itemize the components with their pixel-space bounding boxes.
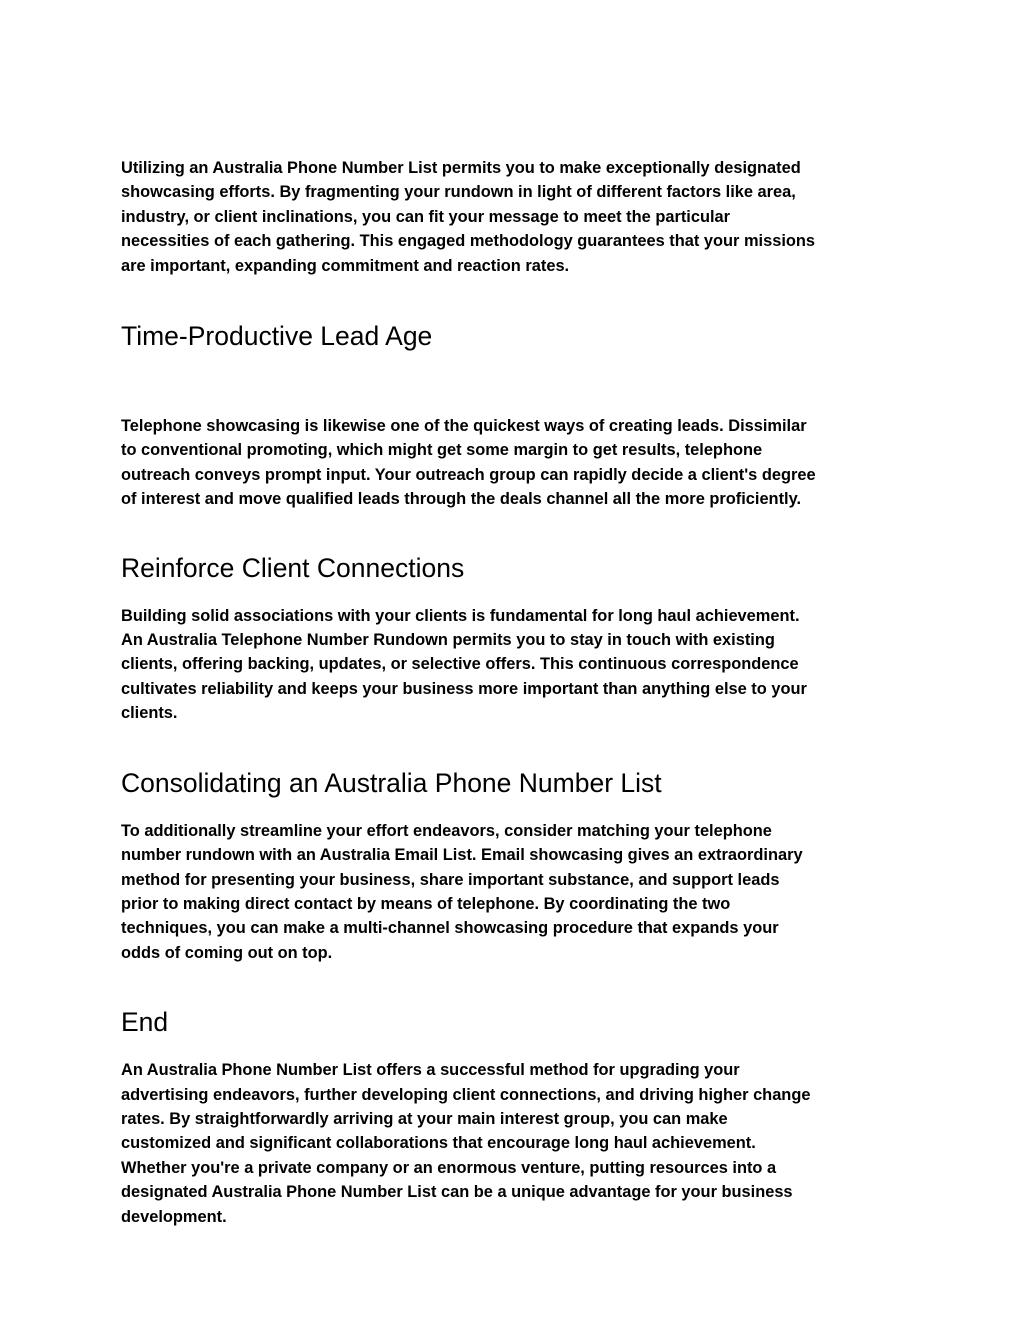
section-paragraph-time-productive-lead-age: Telephone showcasing is likewise one of the quickest ways of creating leads. Dissimilar to conventional promoting, which might get some margin to get results, telephone outreach conveys prompt input. Your outreach group can rapidly decide a client's degree of interest and move qualified leads through the deals channel all the more proficiently.: [121, 417, 816, 509]
section-paragraph-consolidating: To additionally streamline your effort endeavors, consider matching your telephone number rundown with an Australia Email List. Email showcasing gives an extraordinary method for presenting your business, share important substance, and support leads prior to making direct contact by means of telephone. By coordinating the two techniques, you can make a multi-channel showcasing procedure that expands your odds of coming out on top.: [121, 821, 803, 962]
section-heading-reinforce-client-connections: Reinforce Client Connections: [121, 552, 465, 583]
intro-paragraph: Utilizing an Australia Phone Number List permits you to make exceptionally designated showcasing efforts. By fragmenting your rundown in light of different factors like area, industry, or client inclinations, you can fit your message to meet the particular necessities of each gathering. This engaged methodology guarantees that your missions are important, expanding commitment and reaction rates.: [121, 159, 816, 275]
document-page: [121, 156, 911, 1229]
section-heading-end: End: [121, 1007, 169, 1038]
section-paragraph-end: An Australia Phone Number List offers a successful method for upgrading your advertising endeavors, further developing client connections, and driving higher change rates. By straightforwardly arriving at your main interest group, you can make customized and significant collaborations that encourage long haul achievement. Whether you're a private company or an enormous venture, putting resources into a designated Australia Phone Number List can be a unique advantage for your business development.: [121, 1061, 811, 1226]
section-paragraph-reinforce-client-connections: Building solid associations with your clients is fundamental for long haul achievement. An Australia Telephone Number Rundown permits you to stay in touch with existing clients, offering backing, updates, or selective offers. This continuous correspondence cultivates reliability and keeps your business more important than anything else to your clients.: [121, 606, 807, 723]
section-heading-time-productive-lead-age: Time-Productive Lead Age: [121, 321, 433, 352]
section-heading-consolidating: Consolidating an Australia Phone Number List: [121, 767, 662, 798]
